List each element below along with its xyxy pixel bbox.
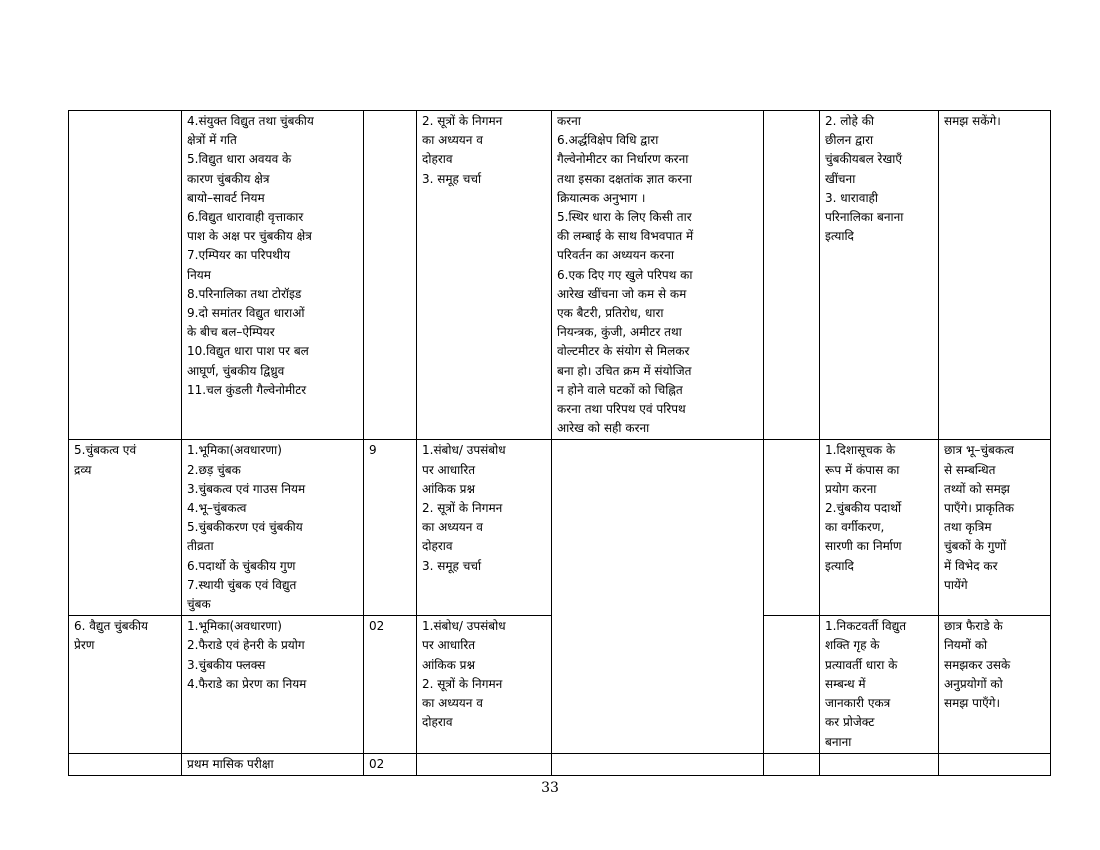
text-line: छात्र भू–चुंबकत्व	[944, 443, 1014, 458]
text-line: 2.फैराडे एवं हेनरी के प्रयोग	[187, 638, 305, 653]
text-line: 6. वैद्युत चुंबकीय	[74, 619, 148, 634]
text-line: चुंबकों के गुणों	[944, 539, 1007, 554]
text-line: 1.संबोध/ उपसंबोध	[422, 619, 506, 634]
text-line: 2.चुंबकीय पदार्थो	[825, 501, 902, 516]
text-line: खींचना	[825, 171, 856, 186]
outcome-cell	[939, 753, 1051, 775]
text-line: 6.विद्युत धारावाही वृत्ताकार	[187, 210, 304, 225]
text-line: 02	[369, 756, 385, 771]
text-line: एक बैटरी, प्रतिरोध, धारा	[557, 306, 664, 321]
text-line: क्षेत्रों में गति	[187, 133, 237, 148]
periods-cell	[364, 753, 417, 775]
text-line: पर आधारित	[422, 462, 476, 477]
table-row	[69, 440, 1051, 616]
table-row	[69, 753, 1051, 775]
text-line: 7.एम्पियर का परिपथीय	[187, 248, 291, 263]
text-line: का अध्ययन व	[422, 696, 483, 711]
text-line: 6.अर्द्धविक्षेप विधि द्वारा	[557, 133, 659, 148]
practical-cell	[552, 111, 764, 440]
text-line: तथ्यों को समझ	[944, 481, 1010, 496]
text-line: दोहराव	[422, 539, 453, 554]
text-line: 2. सूत्रों के निगमन	[422, 676, 503, 691]
text-line: समझ सकेंगे।	[944, 114, 1001, 128]
text-line: 1.निकटवर्ती विद्युत	[825, 619, 907, 634]
text-line: नियन्त्रक, कुंजी, अमीटर तथा	[557, 325, 682, 340]
blank-cell	[764, 753, 820, 775]
text-line: 7.स्थायी चुंबक एवं विद्युत	[187, 577, 297, 592]
text-line: कर प्रोजेक्ट	[825, 715, 875, 730]
text-line: रूप में कंपास का	[825, 462, 900, 477]
activity-cell	[820, 616, 939, 753]
text-line: तीव्रता	[187, 539, 214, 554]
text-line: आंकिक प्रश्न	[422, 657, 475, 672]
text-line: न होने वाले घटकों को चिह्नित	[557, 382, 683, 397]
text-line: बनाना	[825, 734, 852, 749]
page-number: 33	[541, 780, 559, 796]
text-line: इत्यादि	[825, 558, 854, 573]
outcome-cell	[939, 440, 1051, 616]
method-cell	[417, 616, 552, 753]
text-line: परिवर्तन का अध्ययन करना	[557, 248, 674, 263]
text-line: आघूर्ण, चुंबकीय द्विध्रुव	[187, 363, 285, 378]
unit-cell	[69, 440, 182, 616]
text-line: पाश के अक्ष पर चुंबकीय क्षेत्र	[187, 229, 312, 244]
method-cell	[417, 440, 552, 616]
practical-cell	[552, 753, 764, 775]
text-line: से सम्बन्धित	[944, 462, 996, 477]
text-line: की लम्बाई के साथ विभवपात में	[557, 229, 694, 244]
text-line: 6.पदार्थो के चुंबकीय गुण	[187, 558, 296, 573]
text-line: परिनालिका बनाना	[825, 210, 904, 225]
text-line: 1.भूमिका(अवधारणा)	[187, 443, 282, 458]
content-cell	[182, 440, 364, 616]
text-line: प्रथम मासिक परीक्षा	[187, 756, 274, 771]
text-line: 3. धारावाही	[825, 190, 879, 205]
outcome-cell	[939, 616, 1051, 753]
text-line: वोल्टमीटर के संयोग से मिलकर	[557, 344, 690, 359]
text-line: 1.भूमिका(अवधारणा)	[187, 619, 282, 634]
text-line: 2. सूत्रों के निगमन	[422, 114, 503, 128]
periods-cell	[364, 111, 417, 440]
text-line: 5.चुंबकीकरण एवं चुंबकीय	[187, 520, 303, 535]
text-line: छीलन द्वारा	[825, 133, 874, 148]
content-cell	[182, 753, 364, 775]
text-line: 3.चुंबकत्व एवं गाउस नियम	[187, 481, 306, 496]
text-line: 5.चुंबकत्व एवं	[74, 443, 137, 458]
text-line: 4.फैराडे का प्रेरण का नियम	[187, 676, 307, 691]
method-cell	[417, 111, 552, 440]
unit-cell	[69, 753, 182, 775]
text-line: सम्बन्ध में	[825, 676, 866, 691]
text-line: चुंबक	[187, 597, 211, 612]
text-line: इत्यादि	[825, 229, 854, 244]
text-line: चुंबकीयबल रेखाएँ	[825, 152, 903, 167]
text-line: प्रेरण	[74, 638, 95, 653]
content-cell	[182, 616, 364, 753]
text-line: 9	[369, 443, 377, 458]
text-line: के बीच बल–ऐम्पियर	[187, 325, 275, 340]
text-line: 10.विद्युत धारा पाश पर बल	[187, 344, 309, 359]
periods-cell	[364, 440, 417, 616]
blank-cell	[764, 440, 820, 616]
text-line: का वर्गीकरण,	[825, 520, 885, 535]
text-line: में विभेद कर	[944, 558, 998, 573]
text-line: का अध्ययन व	[422, 520, 483, 535]
outcome-cell	[939, 111, 1051, 440]
text-line: शक्ति गृह के	[825, 638, 880, 653]
text-line: 2.छड़ चुंबक	[187, 462, 241, 477]
text-line: 2. लोहे की	[825, 114, 875, 128]
periods-cell	[364, 616, 417, 753]
unit-cell	[69, 616, 182, 753]
text-line: नियम	[187, 267, 211, 282]
text-line: कारण चुंबकीय क्षेत्र	[187, 171, 270, 186]
text-line: तथा इसका दक्षतांक ज्ञात करना	[557, 171, 692, 186]
text-line: 4.भू–चुंबकत्व	[187, 501, 247, 516]
activity-cell	[820, 753, 939, 775]
practical-cell	[552, 440, 764, 753]
text-line: समझकर उसके	[944, 657, 1011, 672]
text-line: बायो–सावर्ट नियम	[187, 190, 265, 205]
text-line: गैल्वेनोमीटर का निर्धारण करना	[557, 152, 689, 167]
text-line: 5.स्थिर धारा के लिए किसी तार	[557, 210, 692, 225]
text-line: पर आधारित	[422, 638, 476, 653]
text-line: दोहराव	[422, 152, 453, 167]
text-line: 1.दिशासूचक के	[825, 443, 896, 458]
text-line: क्रियात्मक अनुभाग ।	[557, 190, 646, 205]
text-line: नियमों को	[944, 638, 988, 653]
text-line: द्रव्य	[74, 462, 92, 477]
text-line: 11.चल कुंडली गैल्वेनोमीटर	[187, 382, 307, 397]
activity-cell	[820, 440, 939, 616]
text-line: पाएँगे। प्राकृतिक	[944, 501, 1014, 516]
text-line: 2. सूत्रों के निगमन	[422, 501, 503, 516]
blank-cell	[764, 616, 820, 753]
content-cell	[182, 111, 364, 440]
text-line: 3. समूह चर्चा	[422, 558, 482, 573]
text-line: करना तथा परिपथ एवं परिपथ	[557, 402, 686, 417]
blank-cell	[764, 111, 820, 440]
text-line: पायेंगे	[944, 577, 968, 592]
text-line: प्रयोग करना	[825, 481, 877, 496]
text-line: सारणी का निर्माण	[825, 539, 902, 554]
text-line: करना	[557, 114, 581, 128]
text-line: 1.संबोध/ उपसंबोध	[422, 443, 506, 458]
text-line: आरेख खींचना जो कम से कम	[557, 286, 687, 301]
text-line: जानकारी एकत्र	[825, 696, 891, 711]
text-line: बना हो। उचित क्रम में संयोजित	[557, 363, 692, 378]
text-line: आंकिक प्रश्न	[422, 481, 475, 496]
text-line: छात्र फैराडे के	[944, 619, 1003, 634]
unit-cell	[69, 111, 182, 440]
text-line: दोहराव	[422, 715, 453, 730]
text-line: 3. समूह चर्चा	[422, 171, 482, 186]
text-line: आरेख को सही करना	[557, 421, 650, 436]
text-line: तथा कृत्रिम	[944, 520, 992, 535]
text-line: का अध्ययन व	[422, 133, 483, 148]
text-line: 4.संयुक्त विद्युत तथा चुंबकीय	[187, 114, 314, 128]
text-line: 6.एक दिए गए खुले परिपथ का	[557, 267, 693, 282]
curriculum-table	[68, 110, 1051, 776]
method-cell	[417, 753, 552, 775]
text-line: अनुप्रयोगों को	[944, 676, 1003, 691]
text-line: 9.दो समांतर विद्युत धाराओं	[187, 306, 305, 321]
text-line: प्रत्यावर्ती धारा के	[825, 657, 898, 672]
text-line: 5.विद्युत धारा अवयव के	[187, 152, 292, 167]
text-line: 3.चुंबकीय फ्लक्स	[187, 657, 266, 672]
activity-cell	[820, 111, 939, 440]
text-line: समझ पाएँगे।	[944, 696, 1001, 711]
text-line: 8.परिनालिका तथा टोरॉइड	[187, 286, 302, 301]
text-line: 02	[369, 619, 385, 634]
table-row	[69, 111, 1051, 440]
